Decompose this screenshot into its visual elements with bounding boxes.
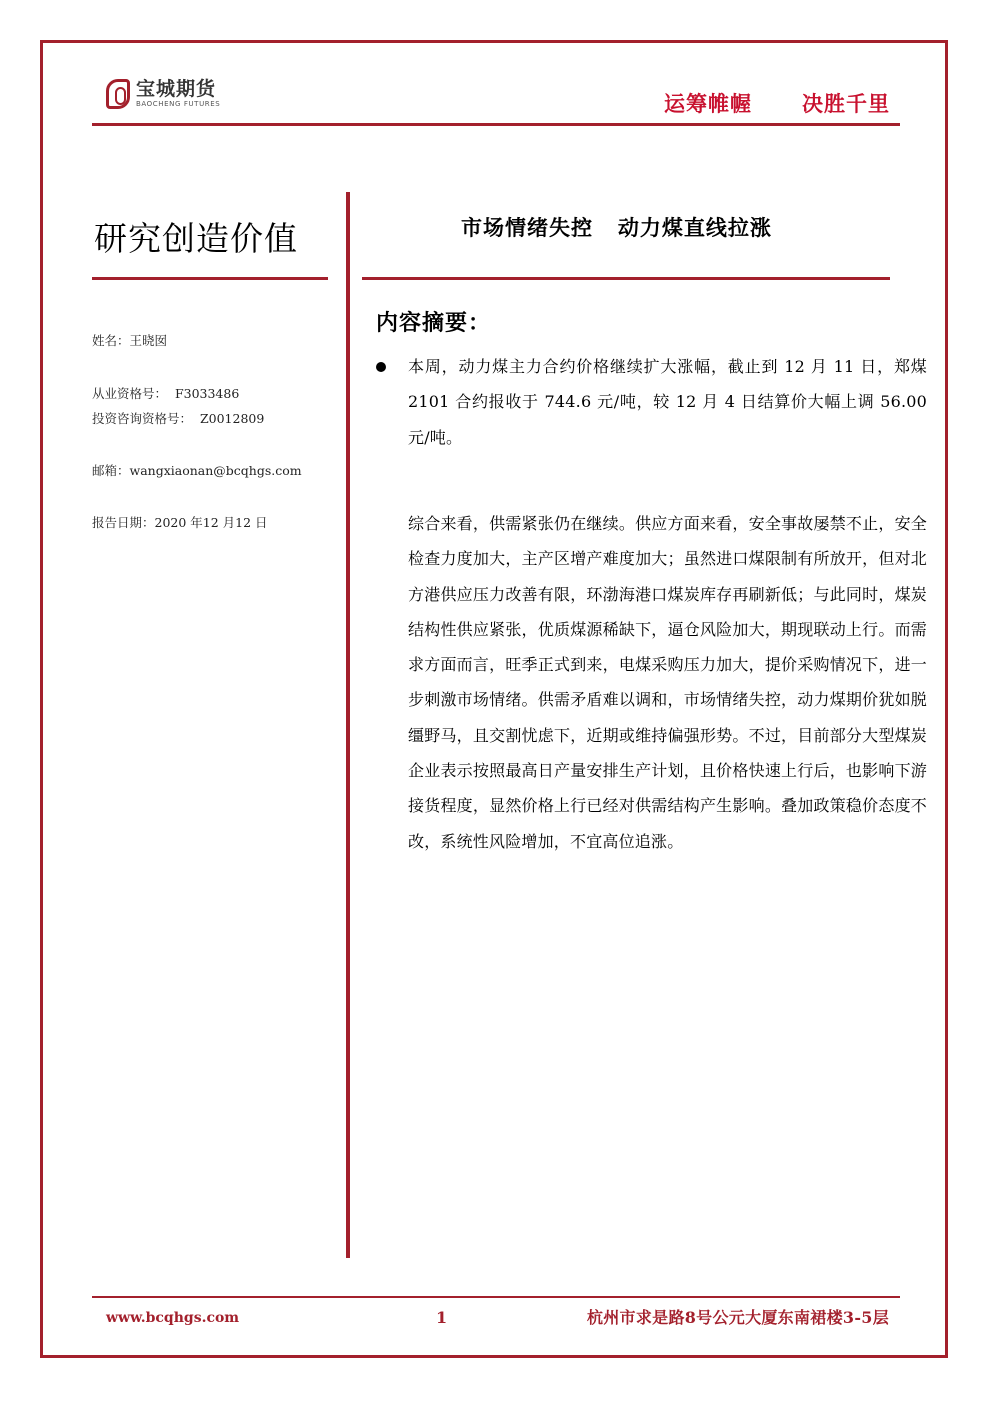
bullet-paragraph: 本周，动力煤主力合约价格继续扩大涨幅，截止到 12 月 11 日，郑煤 2101 合约报收于 744.6 元/吨，较 12 月 4 日结算价大幅上调 56.00 元/吨。 [408,357,927,447]
column-divider [346,192,350,1258]
practice-license: 从业资格号： F3033486 [92,386,240,401]
slogan-right: 决胜千里 [802,92,890,116]
author-name: 姓名：王晓囡 [92,333,168,348]
company-logo [106,78,220,109]
logo-chinese-name: 宝城期货 [136,78,217,100]
consulting-license: 投资咨询资格号： Z0012809 [92,411,265,426]
sidebar-motto: 研究创造价值 [94,219,298,258]
title-divider [362,277,890,280]
logo-english-name: BAOCHENG FUTURES [136,100,221,108]
header-divider [92,123,900,126]
report-title: 市场情绪失控 动力煤直线拉涨 [461,216,772,240]
logo-text [136,78,220,109]
author-email: 邮箱：wangxiaonan@bcqhgs.com [92,463,302,478]
header-slogan [664,88,890,118]
logo-emblem-icon [106,79,130,109]
report-date: 报告日期：2020 年12 月12 日 [92,515,268,530]
bullet-dot-icon [376,362,386,372]
sidebar-divider [92,277,328,280]
footer-website[interactable]: www.bcqhgs.com [106,1310,240,1326]
summary-heading: 内容摘要： [376,311,492,336]
slogan-left: 运筹帷幄 [664,92,752,116]
summary-paragraph: 综合来看，供需紧张仍在继续。供应方面来看，安全事故屡禁不止，安全检查力度加大，主产区增产难度加大；虽然进口煤限制有所放开，但对北方港供应压力改善有限，环渤海港口煤炭库存再刷新低；与此同时，煤炭结构性供应紧张，优质煤源稀缺下，逼仓风险加大，期现联动上行。而需求方面而言，旺季正式到来，电煤采购压力加大，提价采购情况下，进一步刺激市场情绪。供需矛盾难以调和，市场情绪失控，动力煤期价犹如脱缰野马，且交割忧虑下，近期或维持偏强形势。不过，目前部分大型煤炭企业表示按照最高日产量安排生产计划，且价格快速上行后，也影响下游接货程度，显然价格上行已经对供需结构产生影响。叠加政策稳价态度不改，系统性风险增加，不宜高位追涨。 [408,514,927,851]
footer-divider [92,1296,900,1298]
footer-address: 杭州市求是路8号公元大厦东南裙楼3-5层 [586,1308,889,1327]
page-number: 1 [436,1308,448,1327]
